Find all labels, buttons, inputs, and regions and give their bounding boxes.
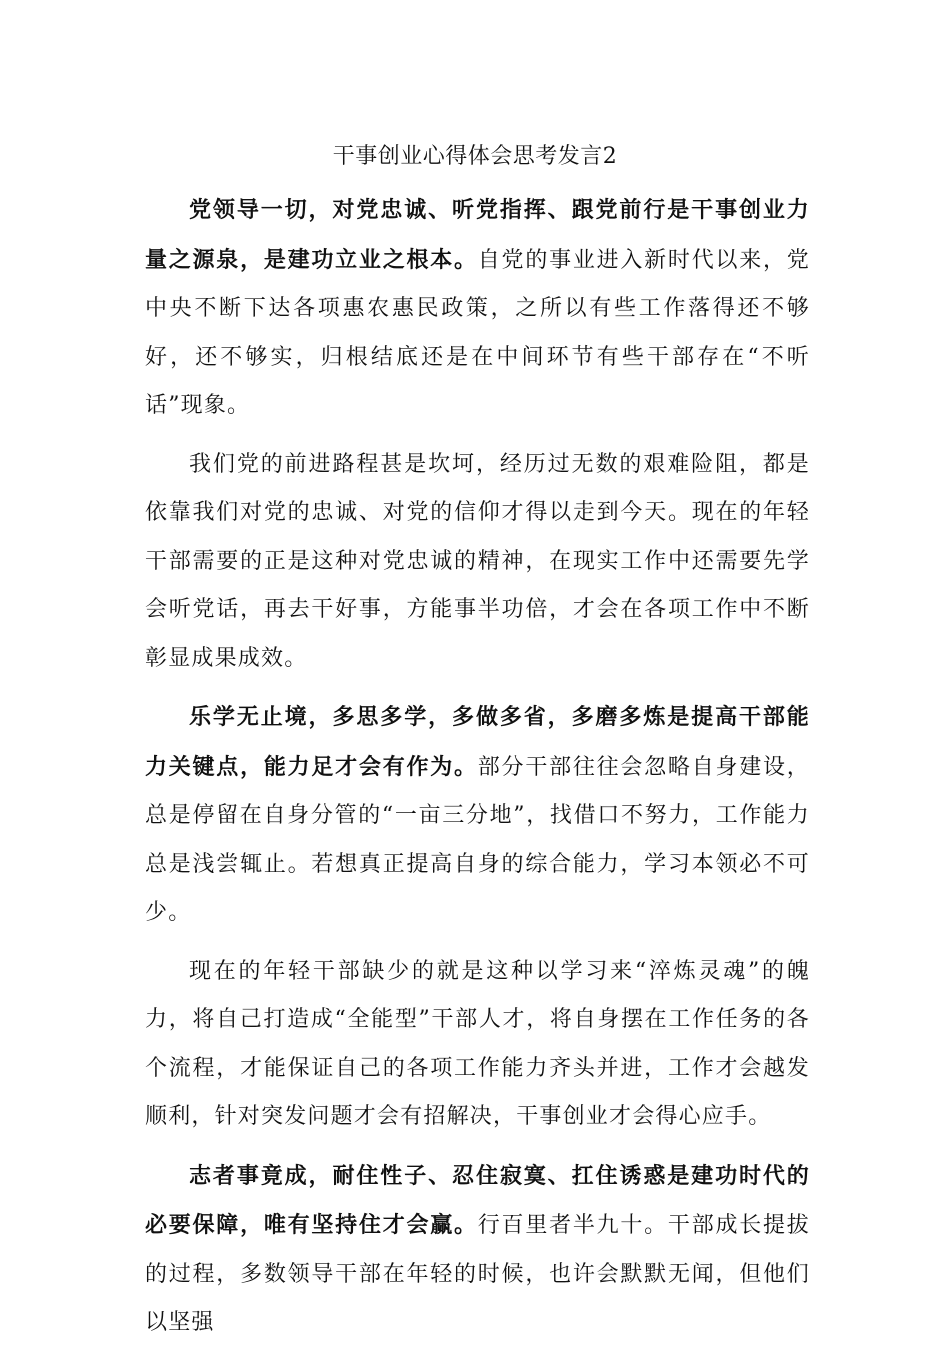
paragraph-4 bbox=[145, 948, 810, 1142]
paragraph-text: 部分干部往往会忽略自身建设，总是停留在自身分管的“一亩三分地”，找借口不努力，工作能力总是浅尝辄止。若想真正提高自身的综合能力，学习本领必不可少。 bbox=[145, 754, 810, 925]
paragraph-lead: 党领导一切，对党忠诚、听党指挥、跟党前行是干事创业力量之源泉，是建功立业之根本。 bbox=[145, 197, 810, 273]
paragraph-text: 行百里者半九十。干部成长提拔的过程，多数领导干部在年轻的时候，也许会默默无闻，但他们以坚强 bbox=[145, 1213, 810, 1335]
paragraph-2 bbox=[145, 441, 810, 684]
paragraph-text: 我们党的前进路程甚是坎坷，经历过无数的艰难险阻，都是依靠我们对党的忠诚、对党的信仰才得以走到今天。现在的年轻干部需要的正是这种对党忠诚的精神，在现实工作中还需要先学会听党话，再去干好事，方能事半功倍，才会在各项工作中不断彰显成果成效。 bbox=[145, 451, 810, 671]
paragraph-5 bbox=[145, 1152, 810, 1348]
document-body bbox=[145, 186, 810, 1358]
document-title: 干事创业心得体会思考发言2 bbox=[332, 144, 618, 169]
paragraph-text: 现在的年轻干部缺少的就是这种以学习来“淬炼灵魂”的魄力，将自己打造成“全能型”干部人才，将自身摆在工作任务的各个流程，才能保证自己的各项工作能力齐头并进，工作才会越发顺利，针对突发问题才会有招解决，干事创业才会得心应手。 bbox=[145, 958, 810, 1129]
paragraph-text: 自党的事业进入新时代以来，党中央不断下达各项惠农惠民政策，之所以有些工作落得还不够好，还不够实，归根结底还是在中间环节有些干部存在“不听话”现象。 bbox=[145, 247, 810, 418]
paragraph-3 bbox=[145, 693, 810, 938]
paragraph-1 bbox=[145, 186, 810, 431]
paragraph-lead: 志者事竟成，耐住性子、忍住寂寞、扛住诱惑是建功时代的必要保障，唯有坚持住才会赢。 bbox=[145, 1162, 810, 1238]
paragraph-lead: 乐学无止境，多思多学，多做多省，多磨多炼是提高干部能力关键点，能力足才会有作为。 bbox=[145, 704, 810, 780]
